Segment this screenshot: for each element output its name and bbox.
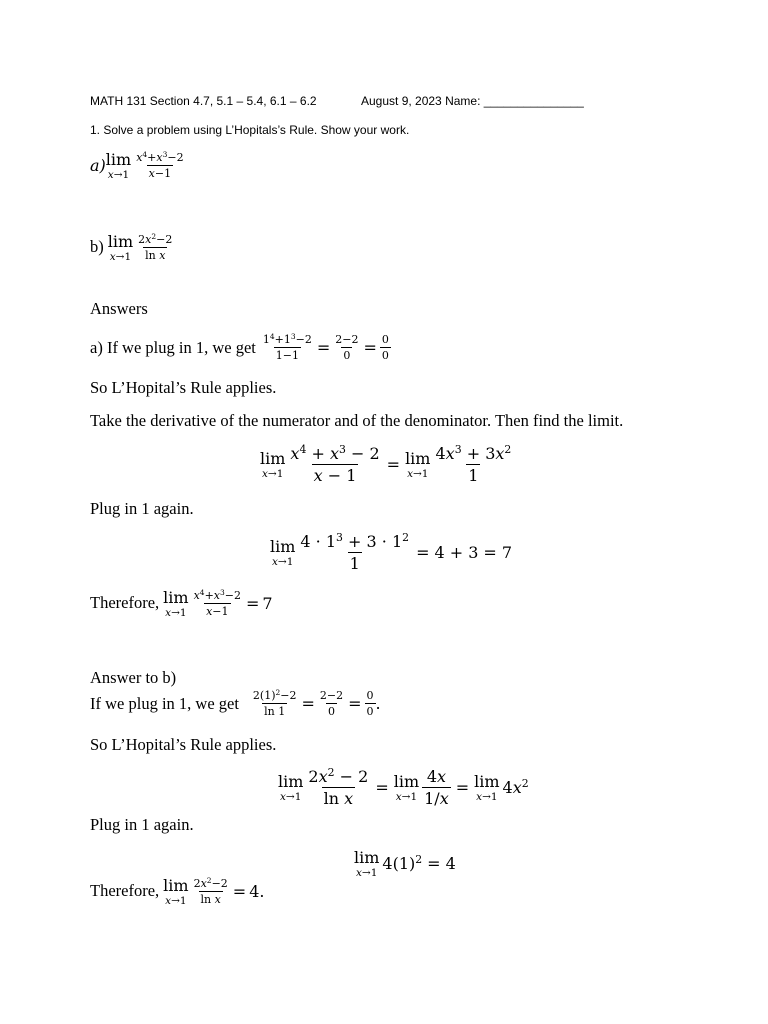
- answer-b-conclusion: Therefore, lim x→1 $\frac{2x^2-2}{\text{ln x}}$ = 4 .: [90, 875, 265, 907]
- fraction: $\frac{x^4+x^3-2}{x-1}$: [193, 587, 241, 618]
- fraction: $\frac{4 \cdot 1^3 + 3 \cdot 1^2}{1}$: [300, 531, 410, 573]
- part-b-label: b): [90, 237, 104, 257]
- derivative-equation: lim x→1 $\frac{x^4 + x^3 - 2}{x - 1}$ = lim x→1 $\frac{4x^3 + 3x^2}{1}$: [260, 443, 512, 485]
- fraction: $\frac{2-2}{0}$: [335, 333, 359, 362]
- course-header: MATH 131 Section 4.7, 5.1 – 5.4, 6.1 – 6.2: [90, 94, 317, 108]
- fraction: $\frac{x^4+x^3-2}{x-1}$: [136, 149, 184, 180]
- answer-a-substitution: a) If we plug in 1, we get $\frac{1^4+1^3-2}{1-1}$ = $\frac{2-2}{0}$ = $\frac{0}{0}$: [90, 331, 389, 362]
- evaluation-equation-a: lim x→1 $\frac{4 \cdot 1^3 + 3 \cdot 1^2}{1}$ = 4 + 3 = 7: [270, 531, 513, 573]
- fraction: $\frac{0}{0}$: [381, 333, 389, 362]
- limit-operator: lim x→1: [354, 848, 380, 879]
- limit-operator: lim x→1: [405, 449, 431, 481]
- result-b: 4: [249, 881, 260, 901]
- fraction: $\frac{2-2}{0}$: [319, 689, 344, 718]
- limit-operator: lim x→1: [107, 232, 134, 263]
- answer-b-substitution: If we plug in 1, we get $\frac{2(1)^2-2}{\ln 1}$ = $\frac{2-2}{0}$ = $\frac{0}{0}$ .: [90, 687, 381, 718]
- answer-a-intro: a) If we plug in 1, we get: [90, 337, 256, 357]
- therefore-label: Therefore,: [90, 881, 160, 901]
- date-name-line: August 9, 2023 Name: _______________: [361, 94, 584, 108]
- answer-b-heading: Answer to b): [90, 668, 177, 687]
- fraction: $\frac{2x^2 - 2}{\text{ln x}}$: [308, 766, 369, 808]
- answer-b-intro: If we plug in 1, we get: [90, 693, 239, 713]
- limit-operator: lim x→1: [278, 772, 304, 804]
- evaluation-equation-b: lim x→1 $4(1)^2$ = 4: [354, 848, 456, 879]
- answer-a-applies: So L’Hopital’s Rule applies.: [90, 378, 277, 397]
- problem-instruction: 1. Solve a problem using L’Hopitals’s Rule. Show your work.: [90, 123, 410, 137]
- fraction: $\frac{x^4 + x^3 - 2}{x - 1}$: [290, 443, 380, 485]
- result-a: 7: [262, 593, 273, 613]
- fraction: $\frac{0}{0}$: [366, 689, 374, 718]
- limit-operator: lim x→1: [474, 772, 500, 804]
- answer-a-plug-again: Plug in 1 again.: [90, 499, 194, 518]
- fraction: $\frac{1^4+1^3-2}{1-1}$: [262, 331, 312, 362]
- limit-operator: lim x→1: [163, 588, 189, 619]
- fraction: $\frac{2x^2-2}{\text{ln x}}$: [193, 875, 228, 906]
- part-a-label: a): [90, 155, 106, 175]
- fraction: $\frac{2(1)^2-2}{\ln 1}$: [252, 687, 297, 718]
- limit-operator: lim x→1: [163, 876, 189, 907]
- fraction: $\frac{4x^3 + 3x^2}{1}$: [435, 443, 512, 485]
- fraction: $\frac{4x}{1/x}$: [424, 767, 449, 808]
- limit-operator: lim x→1: [260, 449, 286, 481]
- answer-b-plug-again: Plug in 1 again.: [90, 815, 194, 834]
- limit-operator: lim x→1: [105, 150, 132, 181]
- problem-b-expression: [90, 232, 174, 263]
- limit-operator: lim x→1: [393, 772, 420, 804]
- answer-a-conclusion: Therefore, lim x→1 $\frac{x^4+x^3-2}{x-1}$ = 7: [90, 587, 273, 619]
- answers-heading: Answers: [90, 299, 148, 318]
- answer-b-applies: So L’Hopital’s Rule applies.: [90, 735, 277, 754]
- derivative-instruction: Take the derivative of the numerator and of the denominator. Then find the limit.: [90, 411, 624, 430]
- therefore-label: Therefore,: [90, 593, 160, 613]
- problem-a-expression: [90, 150, 186, 181]
- fraction: $\frac{2x^2-2}{\text{ln x}}$: [138, 231, 173, 262]
- limit-operator: lim x→1: [270, 537, 296, 569]
- derivative-equation-b: lim x→1 $\frac{2x^2 - 2}{\text{ln x}}$ = lim x→1 $\frac{4x}{1/x}$ = lim x→1 $4x^2$: [278, 766, 529, 808]
